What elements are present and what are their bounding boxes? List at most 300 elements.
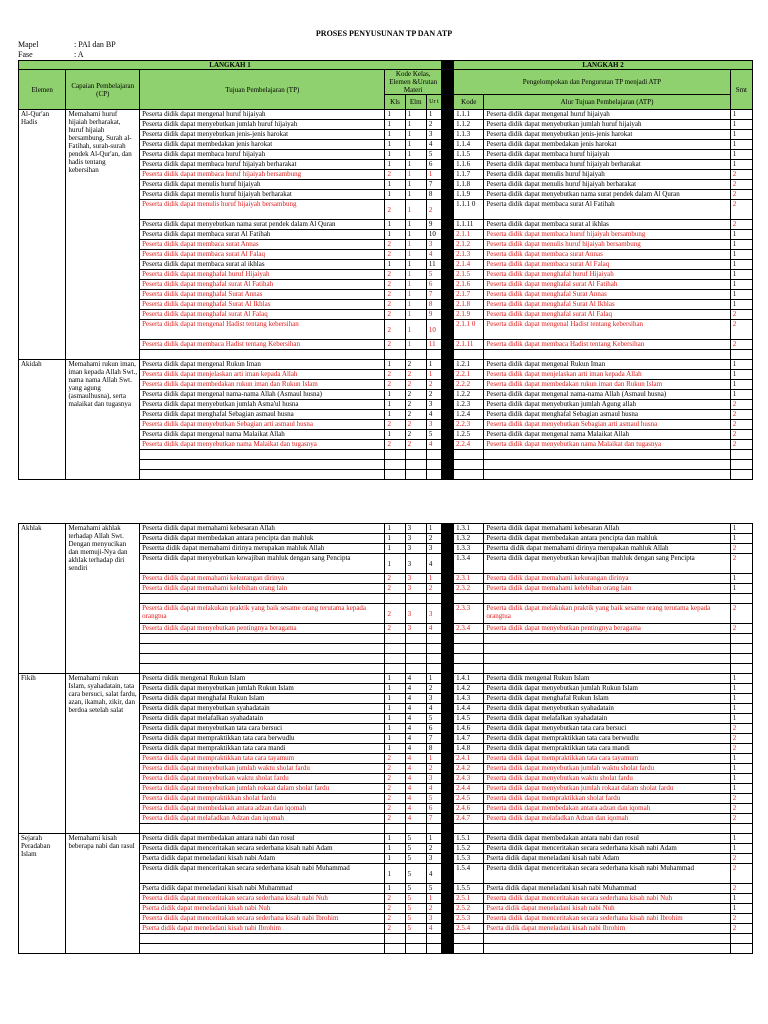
- elm-cell: 1: [405, 220, 426, 230]
- kode-cell: 1.1.8: [454, 180, 484, 190]
- atp-cell: Peserta didik dapat menyebutkan tata cara bersuci: [484, 724, 730, 734]
- elm-cell: 2: [405, 440, 426, 450]
- kode-cell: 2.2.2: [454, 380, 484, 390]
- tp-cell: Peserta didik dapat menyebutkan jumlah huruf hijaiyah: [140, 120, 385, 130]
- kls-cell: 1: [385, 230, 405, 240]
- urt-cell: 3: [426, 914, 441, 924]
- elm-cell: [405, 594, 426, 604]
- separator-cell: [441, 170, 453, 180]
- urt-cell: [426, 470, 441, 480]
- kode-cell: 2.4.1: [454, 754, 484, 764]
- separator-cell: [441, 160, 453, 170]
- smt-cell: 2: [730, 854, 752, 864]
- kls-cell: 2: [385, 584, 405, 594]
- smt-cell: 1: [730, 290, 752, 300]
- elm-cell: 5: [405, 914, 426, 924]
- kls-cell: 2: [385, 814, 405, 824]
- elm-cell: 1: [405, 290, 426, 300]
- separator-cell: [441, 934, 453, 944]
- elm-cell: [405, 944, 426, 954]
- kls-cell: 1: [385, 410, 405, 420]
- kode-cell: 1.3.4: [454, 554, 484, 574]
- tp-cell: Peserta didik dapat menghafal huruf Hijaiyah: [140, 270, 385, 280]
- smt-cell: [730, 634, 752, 644]
- kode-cell: 1.1.3: [454, 130, 484, 140]
- elemen-header: Elemen: [19, 70, 66, 110]
- tp-cell: Peserta didik dapat membaca huruf hijaiyah bersambung: [140, 170, 385, 180]
- tp-cell: Peserta didik dapat memahami kelebihan orang lain: [140, 584, 385, 594]
- smt-cell: [730, 350, 752, 360]
- separator-cell: [441, 430, 453, 440]
- kls-header: Kls: [385, 95, 405, 110]
- kls-cell: 1: [385, 674, 405, 684]
- kls-cell: 1: [385, 864, 405, 884]
- kls-cell: 1: [385, 854, 405, 864]
- atp-cell: Peserta didik dapat menghafal Surat Al Ikhlas: [484, 300, 730, 310]
- separator-cell: [441, 624, 453, 634]
- kls-cell: 2: [385, 240, 405, 250]
- atp-cell: Peserta didik dapat menghafal surat Al Fatihah: [484, 280, 730, 290]
- tp-cell: [140, 350, 385, 360]
- smt-cell: 1: [730, 774, 752, 784]
- meta-mapel: [18, 40, 116, 50]
- kls-cell: 1: [385, 400, 405, 410]
- separator-cell: [441, 190, 453, 200]
- meta-fase: [18, 50, 84, 60]
- tp-cell: Peserta didik dapat menyebutkan jumlah waktu sholat fardu: [140, 764, 385, 774]
- smt-cell: 2: [730, 804, 752, 814]
- atp-cell: Peserta didik dapat menghafal Sebagian asmaul husna: [484, 410, 730, 420]
- smt-cell: 1: [730, 120, 752, 130]
- tp-cell: Peserta didik dapat menghafal surat Al Fatihah: [140, 280, 385, 290]
- smt-cell: 2: [730, 864, 752, 884]
- separator-cell: [441, 694, 453, 704]
- elm-cell: 1: [405, 180, 426, 190]
- urt-cell: 1: [426, 110, 441, 120]
- kode-cell: 1.2.1: [454, 360, 484, 370]
- kode-cell: 1.1.11: [454, 220, 484, 230]
- atp-cell: Peserta didik dapat menyebutkan syahadatain: [484, 704, 730, 714]
- separator-cell: [441, 534, 453, 544]
- kode-cell: [454, 644, 484, 654]
- smt-header: Smt: [730, 70, 752, 110]
- kls-cell: [385, 350, 405, 360]
- kls-cell: [385, 644, 405, 654]
- kode-cell: [454, 470, 484, 480]
- kode-cell: 1.4.7: [454, 734, 484, 744]
- urt-header: Ur t: [426, 95, 441, 110]
- separator-cell: [441, 150, 453, 160]
- kls-cell: 2: [385, 574, 405, 584]
- tp-cell: Peserta didik dapat memahami kekurangan dirinya: [140, 574, 385, 584]
- urt-cell: 3: [426, 420, 441, 430]
- tp-cell: Peserta didik dapat mengenal huruf hijaiyah: [140, 110, 385, 120]
- kls-cell: 2: [385, 370, 405, 380]
- smt-cell: 1: [730, 904, 752, 914]
- elm-cell: 1: [405, 120, 426, 130]
- meta-label: Fase: [18, 50, 33, 59]
- urt-cell: 4: [426, 624, 441, 634]
- separator-cell: [441, 110, 453, 120]
- tp-cell: Peserta didik dapat menyebutkan waktu sholat fardu: [140, 774, 385, 784]
- atp-cell: Peserta didik dapat menghafal Rukun Islam: [484, 694, 730, 704]
- kls-cell: 1: [385, 130, 405, 140]
- kls-cell: 1: [385, 390, 405, 400]
- atp-cell: [484, 470, 730, 480]
- atp-cell: Peserta didik dapat membaca surat Al Falaq: [484, 260, 730, 270]
- atp-cell: Peserta didik dapat menghafal huruf Hijaiyah: [484, 270, 730, 280]
- tp-cell: [140, 944, 385, 954]
- elm-cell: 3: [405, 604, 426, 624]
- tp-cell: Peserta didik dapat menghafal Sebagian asmaul husna: [140, 410, 385, 420]
- elm-cell: 4: [405, 784, 426, 794]
- kls-cell: 1: [385, 834, 405, 844]
- elm-cell: 1: [405, 250, 426, 260]
- tp-cell: Peserta didik dapat menulis huruf hijaiyah: [140, 180, 385, 190]
- urt-cell: 1: [426, 574, 441, 584]
- separator-cell: [441, 754, 453, 764]
- kode-cell: 1.5.3: [454, 854, 484, 864]
- atp-cell: [484, 644, 730, 654]
- smt-cell: 2: [730, 624, 752, 634]
- urt-cell: 4: [426, 704, 441, 714]
- smt-cell: 2: [730, 340, 752, 350]
- kls-cell: 2: [385, 420, 405, 430]
- elm-cell: 3: [405, 554, 426, 574]
- elm-cell: 4: [405, 754, 426, 764]
- atp-cell: Peserta didik dapat mempraktikkan tata cara tayamum: [484, 754, 730, 764]
- smt-cell: 1: [730, 160, 752, 170]
- smt-cell: 1: [730, 230, 752, 240]
- urt-cell: 3: [426, 854, 441, 864]
- kls-cell: 2: [385, 340, 405, 350]
- kls-cell: 2: [385, 320, 405, 340]
- urt-cell: 3: [426, 774, 441, 784]
- elm-cell: 1: [405, 310, 426, 320]
- atp-cell: Peserta didik dapat membedakan antara pencipta dan mahluk: [484, 534, 730, 544]
- urt-cell: 1: [426, 754, 441, 764]
- document-title: PROSES PENYUSUNAN TP DAN ATP: [315, 29, 453, 38]
- urt-cell: [426, 644, 441, 654]
- kls-cell: 2: [385, 894, 405, 904]
- elm-cell: 5: [405, 864, 426, 884]
- kls-cell: 1: [385, 140, 405, 150]
- separator-cell: [441, 824, 453, 834]
- urt-cell: 5: [426, 150, 441, 160]
- kode-cell: 1.4.5: [454, 714, 484, 724]
- atp-cell: Peserta didik dapat menceritakan secara sederhana kisah nabi Nuh: [484, 894, 730, 904]
- elm-cell: 1: [405, 280, 426, 290]
- separator-cell: [441, 230, 453, 240]
- kode-cell: 1.1.1: [454, 110, 484, 120]
- urt-cell: 3: [426, 130, 441, 140]
- separator-cell: [441, 524, 453, 534]
- tp-cell: Peserta didik dapat melafalkan syahadatain: [140, 714, 385, 724]
- elm-cell: 4: [405, 704, 426, 714]
- pengelompokan-header: Pengelompokan dan Pengurutan TP menjadi ATP: [454, 70, 731, 95]
- atp-cell: Peserta didik dapat membaca huruf hijaiyah: [484, 150, 730, 160]
- elm-cell: [405, 644, 426, 654]
- urt-cell: 1: [426, 170, 441, 180]
- cp-cell: Memahami huruf hijaiah berharakat, huruf hijaiah bersambung, Surah al-Fatihah, surah-surah pendek Al-Qur'an, dan hadis tentang kebersihan: [66, 110, 140, 360]
- urt-cell: 4: [426, 554, 441, 574]
- kode-cell: 2.1.1: [454, 230, 484, 240]
- smt-cell: 1: [730, 584, 752, 594]
- smt-cell: 1: [730, 784, 752, 794]
- urt-cell: 7: [426, 180, 441, 190]
- tp-cell: Peserta didik dapat membaca surat Al Fatihah: [140, 230, 385, 240]
- separator-cell: [441, 864, 453, 884]
- elm-cell: [405, 654, 426, 664]
- urt-cell: 2: [426, 534, 441, 544]
- smt-cell: 2: [730, 200, 752, 220]
- smt-cell: 1: [730, 140, 752, 150]
- smt-cell: 1: [730, 704, 752, 714]
- urt-cell: 1: [426, 360, 441, 370]
- elm-cell: 1: [405, 300, 426, 310]
- elemen-cell: Al-Qur'an Hadis: [19, 110, 66, 360]
- tp-cell: Peserta didik dapat mempraktikkan sholat fardu: [140, 794, 385, 804]
- kode-cell: 2.1.11: [454, 340, 484, 350]
- tp-cell: Peserta didik dapat menyebutkan jumlah rokaat dalam sholat fardu: [140, 784, 385, 794]
- urt-cell: 5: [426, 794, 441, 804]
- kode-cell: 2.5.4: [454, 924, 484, 934]
- separator-cell: [441, 390, 453, 400]
- kode-cell: [454, 934, 484, 944]
- elm-cell: 4: [405, 674, 426, 684]
- kode-cell: 2.2.3: [454, 420, 484, 430]
- elm-cell: [405, 934, 426, 944]
- atp-cell: Peserta didik dapat membedakan antara adzan dan iqomah: [484, 804, 730, 814]
- smt-cell: 1: [730, 764, 752, 774]
- tp-cell: Peserta didik dapat melakukan praktik yang baik sesame orang terutama kepada orangtua: [140, 604, 385, 624]
- urt-cell: 3: [426, 604, 441, 624]
- kls-cell: 1: [385, 110, 405, 120]
- elm-cell: 2: [405, 400, 426, 410]
- separator-cell: [441, 400, 453, 410]
- urt-cell: 1: [426, 524, 441, 534]
- elemen-cell: Fikih: [19, 674, 66, 834]
- urt-cell: 2: [426, 684, 441, 694]
- separator-cell: [441, 654, 453, 664]
- smt-cell: 2: [730, 744, 752, 754]
- kode-cell: 1.4.1: [454, 674, 484, 684]
- kls-cell: 1: [385, 704, 405, 714]
- smt-cell: 2: [730, 420, 752, 430]
- tp-cell: Peserta didik dapat menceritakan secara sederhana kisah nabi Adam: [140, 844, 385, 854]
- kode-cell: 1.5.5: [454, 884, 484, 894]
- kode-header: Kode: [454, 95, 484, 110]
- elm-cell: 4: [405, 744, 426, 754]
- kode-cell: 2.1.8: [454, 300, 484, 310]
- smt-cell: 1: [730, 534, 752, 544]
- elm-cell: 2: [405, 420, 426, 430]
- separator-cell: [441, 854, 453, 864]
- elm-cell: 1: [405, 230, 426, 240]
- urt-cell: 8: [426, 300, 441, 310]
- elm-cell: [405, 664, 426, 674]
- table-row: [19, 524, 753, 534]
- kode-cell: [454, 654, 484, 664]
- atp-cell: [484, 664, 730, 674]
- kls-cell: 1: [385, 190, 405, 200]
- smt-cell: [730, 824, 752, 834]
- separator-cell: [441, 904, 453, 914]
- separator-cell: [441, 120, 453, 130]
- kode-cell: 1.1.2: [454, 120, 484, 130]
- kode-cell: 1.5.4: [454, 864, 484, 884]
- elm-cell: 4: [405, 714, 426, 724]
- tp-cell: Peserta didik dapat menghafal Rukun Islam: [140, 694, 385, 704]
- cp-header: Capaian Pembelajaran (CP): [66, 70, 140, 110]
- urt-cell: 11: [426, 340, 441, 350]
- tp-cell: Peserta didik dapat menyebutkan syahadatain: [140, 704, 385, 714]
- urt-cell: 2: [426, 380, 441, 390]
- smt-cell: 2: [730, 554, 752, 574]
- kode-cell: 1.1.9: [454, 190, 484, 200]
- separator-cell: [441, 260, 453, 270]
- kode-cell: [454, 460, 484, 470]
- atp-cell: Peserta didik dapat menyebutkan jenis-jenis harokat: [484, 130, 730, 140]
- urt-cell: 2: [426, 390, 441, 400]
- urt-cell: 4: [426, 440, 441, 450]
- smt-cell: 2: [730, 724, 752, 734]
- elm-cell: 4: [405, 724, 426, 734]
- kls-cell: 1: [385, 844, 405, 854]
- cp-cell: Memahami rukun iman, iman kepada Allah Swt., nama nama Allah Swt. yang agung (asmaulhusna), serta malaikat dan tugasnya: [66, 360, 140, 480]
- atp-cell: Peserta didik dapat membedakan rukun iman dan Rukun Islam: [484, 380, 730, 390]
- kode-cell: 2.4.7: [454, 814, 484, 824]
- elm-cell: 1: [405, 270, 426, 280]
- separator-cell: [441, 470, 453, 480]
- separator-cell: [441, 804, 453, 814]
- atp-cell: [484, 934, 730, 944]
- urt-cell: 8: [426, 744, 441, 754]
- tp-cell: Peserta didik dapat menyebutkan nama Malaikat dan tugasnya: [140, 440, 385, 450]
- smt-cell: 2: [730, 794, 752, 804]
- kode-cell: [454, 594, 484, 604]
- atp-cell: Peserta didik dapat membedakan jenis harokat: [484, 140, 730, 150]
- atp-cell: Peserta didik dapat membaca huruf hijaiyah bersambung: [484, 230, 730, 240]
- atp-cell: Peserta didik dapat mempraktikkan sholat fardu: [484, 794, 730, 804]
- kls-cell: 1: [385, 694, 405, 704]
- urt-cell: 3: [426, 694, 441, 704]
- tp-header: Tujuan Pembelajaran (TP): [140, 70, 385, 110]
- cp-cell: Memahami akhlak terhadap Allah Swt. Dengan menyucikan dan memuji-Nya dan akhlak terhadap diri sendiri: [66, 524, 140, 674]
- elm-cell: 4: [405, 794, 426, 804]
- urt-cell: 4: [426, 784, 441, 794]
- atp-cell: Peserta didik dapat menghafal surat Al Falaq: [484, 310, 730, 320]
- separator-cell: [441, 604, 453, 624]
- separator-cell: [441, 764, 453, 774]
- tp-cell: [140, 460, 385, 470]
- atp-cell: Peserta didik dapat menulis huruf hijaiyah berharakat: [484, 180, 730, 190]
- table-row: [19, 674, 753, 684]
- atp-cell: Pserta didik dapat meneladani kisah nabi Nuh: [484, 904, 730, 914]
- atp-cell: Peserta didik dapat mempraktikkan tata cara berwudlu: [484, 734, 730, 744]
- urt-cell: 4: [426, 140, 441, 150]
- kode-cell: 2.5.2: [454, 904, 484, 914]
- kls-cell: 2: [385, 794, 405, 804]
- urt-cell: [426, 664, 441, 674]
- kls-cell: 2: [385, 784, 405, 794]
- atp-cell: Peserta didik dapat memahami kelebihan orang lain: [484, 584, 730, 594]
- kode-cell: 2.4.6: [454, 804, 484, 814]
- kls-cell: 1: [385, 744, 405, 754]
- elemen-cell: Sejarah Peradaban Islam: [19, 834, 66, 954]
- tp-cell: Pserta didik dapat meneladani kisah nabi Adam: [140, 854, 385, 864]
- urt-cell: 4: [426, 864, 441, 884]
- elm-cell: 1: [405, 140, 426, 150]
- elm-cell: 1: [405, 170, 426, 180]
- kode-cell: 1.4.4: [454, 704, 484, 714]
- kode-cell: 2.4.4: [454, 784, 484, 794]
- separator-cell: [441, 834, 453, 844]
- elm-cell: 3: [405, 544, 426, 554]
- elm-cell: 4: [405, 694, 426, 704]
- urt-cell: 3: [426, 240, 441, 250]
- separator-cell: [441, 884, 453, 894]
- elm-cell: 3: [405, 524, 426, 534]
- tp-cell: Peserta didik dapat membaca huruf hijaiyah: [140, 150, 385, 160]
- separator-cell: [441, 140, 453, 150]
- kode-cell: 1.3.1: [454, 524, 484, 534]
- urt-cell: 3: [426, 544, 441, 554]
- kls-cell: 2: [385, 604, 405, 624]
- elm-cell: 4: [405, 764, 426, 774]
- urt-cell: 5: [426, 884, 441, 894]
- urt-cell: 2: [426, 120, 441, 130]
- kls-cell: [385, 450, 405, 460]
- smt-cell: 1: [730, 240, 752, 250]
- atp-cell: Peserta didik dapat menulis huruf hijaiyah bersambung: [484, 240, 730, 250]
- smt-cell: 1: [730, 300, 752, 310]
- urt-cell: 1: [426, 834, 441, 844]
- separator-cell: [441, 844, 453, 854]
- tp-cell: Peserta didik dapat mengenal nama-nama Allah (Asmaul husna): [140, 390, 385, 400]
- atp-cell: Pserta didik dapat meneladani kisah nabi Muhammad: [484, 884, 730, 894]
- smt-cell: 2: [730, 544, 752, 554]
- tp-cell: Pserta didik dapat meneladani kisah nabi Muhammad: [140, 884, 385, 894]
- kode-cell: 1.1.4: [454, 140, 484, 150]
- kode-cell: 1.1.5: [454, 150, 484, 160]
- kode-cell: 2.1.2: [454, 240, 484, 250]
- atp-cell: Peserta didik dapat menyebutkan Sebagian arti asmaul husna: [484, 420, 730, 430]
- tp-cell: Peserta didik dapat menyebutkan kewajiban mahluk dengan sang Pencipta: [140, 554, 385, 574]
- atp-cell: Peserta didik dapat mengenal Rukun Iman: [484, 360, 730, 370]
- smt-cell: [730, 644, 752, 654]
- separator-cell: [441, 914, 453, 924]
- tp-cell: Peserta didik dapat menyebutkan tata cara bersuci: [140, 724, 385, 734]
- tp-atp-table-bottom: [18, 523, 753, 954]
- tp-cell: [140, 594, 385, 604]
- smt-cell: 1: [730, 390, 752, 400]
- atp-header: Alur Tujuan Pembelajaran (ATP): [484, 95, 730, 110]
- smt-cell: 2: [730, 170, 752, 180]
- smt-cell: [730, 450, 752, 460]
- urt-cell: 9: [426, 220, 441, 230]
- kode-cell: 2.1.1 0: [454, 320, 484, 340]
- tp-cell: Peserta didik dapat menghafal Surat Al Ikhlas: [140, 300, 385, 310]
- tp-cell: Peserta didik dapat menghafal surat Al Falaq: [140, 310, 385, 320]
- atp-cell: Peserta didik dapat membaca huruf hijaiyah berharakat: [484, 160, 730, 170]
- column-separator: [441, 61, 453, 110]
- tp-atp-table-top: [18, 60, 753, 480]
- elm-cell: [405, 634, 426, 644]
- elm-cell: 2: [405, 410, 426, 420]
- kode-cell: 1.2.5: [454, 430, 484, 440]
- smt-cell: 2: [730, 884, 752, 894]
